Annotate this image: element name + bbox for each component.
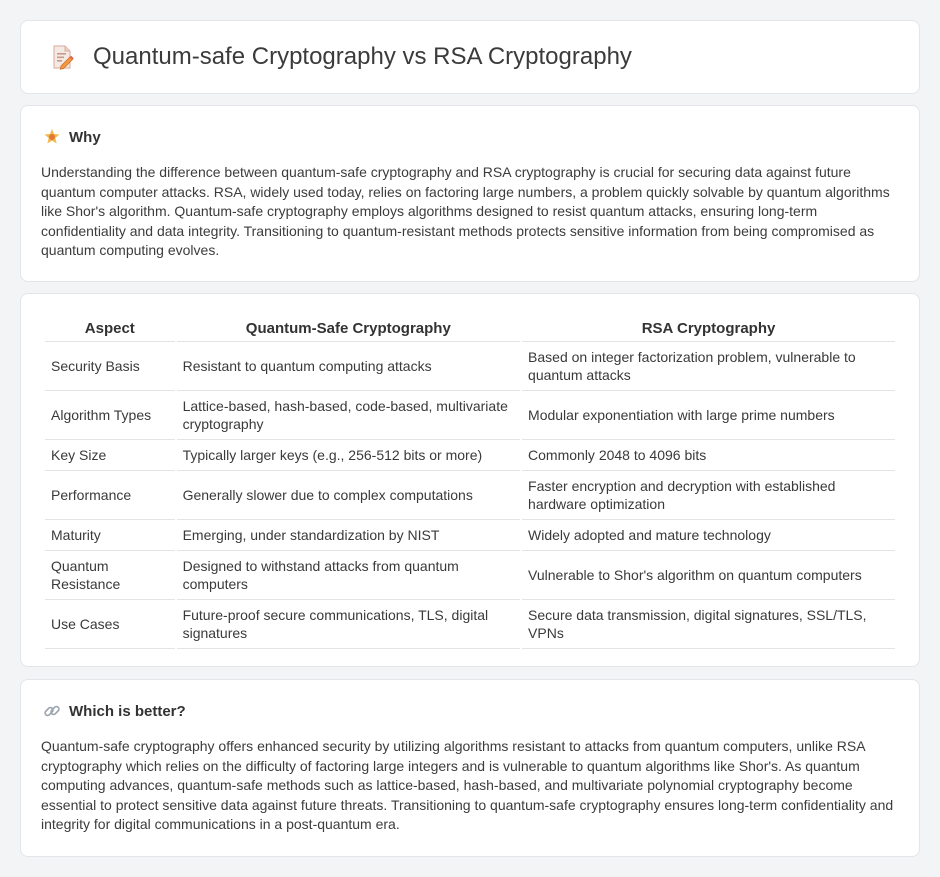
quantum-safe-cell: Future-proof secure communications, TLS, digital signatures <box>177 600 520 649</box>
better-heading <box>41 702 899 720</box>
header-rsa: RSA Cryptography <box>522 312 895 342</box>
header-aspect: Aspect <box>45 312 175 342</box>
header-quantum-safe: Quantum-Safe Cryptography <box>177 312 520 342</box>
rsa-cell: Widely adopted and mature technology <box>522 520 895 551</box>
table-row <box>45 342 895 391</box>
why-heading <box>41 128 899 146</box>
quantum-safe-cell: Designed to withstand attacks from quantum computers <box>177 551 520 600</box>
link-icon <box>43 702 61 720</box>
rsa-cell: Modular exponentiation with large prime numbers <box>522 391 895 440</box>
why-text: Understanding the difference between quantum-safe cryptography and RSA cryptography is crucial for securing data against future quantum computer attacks. RSA, widely used today, relies on factoring large numbers, a problem quickly solvable by quantum algorithms like Shor's algorithm. Quantum-safe cryptography employs algorithms designed to resist quantum attacks, ensuring long-term confidentiality and data integrity. Transitioning to quantum-resistant methods protects sensitive information from being compromised as quantum computing evolves. <box>41 164 890 258</box>
quantum-safe-cell: Resistant to quantum computing attacks <box>177 342 520 391</box>
rsa-cell: Faster encryption and decryption with established hardware optimization <box>522 471 895 520</box>
why-title: Why <box>69 128 101 146</box>
which-is-better-card <box>20 679 920 857</box>
header-card <box>20 20 920 94</box>
comparison-card <box>20 293 920 667</box>
table-row <box>45 440 895 471</box>
rsa-cell: Commonly 2048 to 4096 bits <box>522 440 895 471</box>
quantum-safe-cell: Emerging, under standardization by NIST <box>177 520 520 551</box>
page-title: Quantum-safe Cryptography vs RSA Cryptography <box>93 43 632 70</box>
table-row <box>45 391 895 440</box>
rsa-cell: Secure data transmission, digital signatures, SSL/TLS, VPNs <box>522 600 895 649</box>
table-header-row <box>45 312 895 342</box>
rsa-cell: Based on integer factorization problem, vulnerable to quantum attacks <box>522 342 895 391</box>
quantum-safe-cell: Lattice-based, hash-based, code-based, multivariate cryptography <box>177 391 520 440</box>
table-row <box>45 551 895 600</box>
rsa-cell: Vulnerable to Shor's algorithm on quantum computers <box>522 551 895 600</box>
table-row <box>45 520 895 551</box>
aspect-cell: Algorithm Types <box>45 391 175 440</box>
aspect-cell: Quantum Resistance <box>45 551 175 600</box>
aspect-cell: Maturity <box>45 520 175 551</box>
quantum-safe-cell: Generally slower due to complex computations <box>177 471 520 520</box>
aspect-cell: Use Cases <box>45 600 175 649</box>
sparkle-badge-icon <box>43 128 61 146</box>
table-row <box>45 471 895 520</box>
aspect-cell: Key Size <box>45 440 175 471</box>
better-text: Quantum-safe cryptography offers enhanced security by utilizing algorithms resistant to attacks from quantum computers, unlike RSA cryptography which relies on the difficulty of factoring large integers and is vulnerable to quantum algorithms like Shor's. As quantum computing advances, quantum-safe methods such as lattice-based, hash-based, and multivariate polynomial cryptography become essential to protect sensitive data against future threats. Transitioning to quantum-safe cryptography ensures long-term confidentiality and integrity for digital communications in a post-quantum era. <box>41 738 894 832</box>
better-title: Which is better? <box>69 702 186 720</box>
quantum-safe-cell: Typically larger keys (e.g., 256-512 bits or more) <box>177 440 520 471</box>
aspect-cell: Security Basis <box>45 342 175 391</box>
why-card <box>20 105 920 282</box>
document-edit-icon <box>49 44 75 70</box>
comparison-table <box>43 312 897 649</box>
table-row <box>45 600 895 649</box>
aspect-cell: Performance <box>45 471 175 520</box>
